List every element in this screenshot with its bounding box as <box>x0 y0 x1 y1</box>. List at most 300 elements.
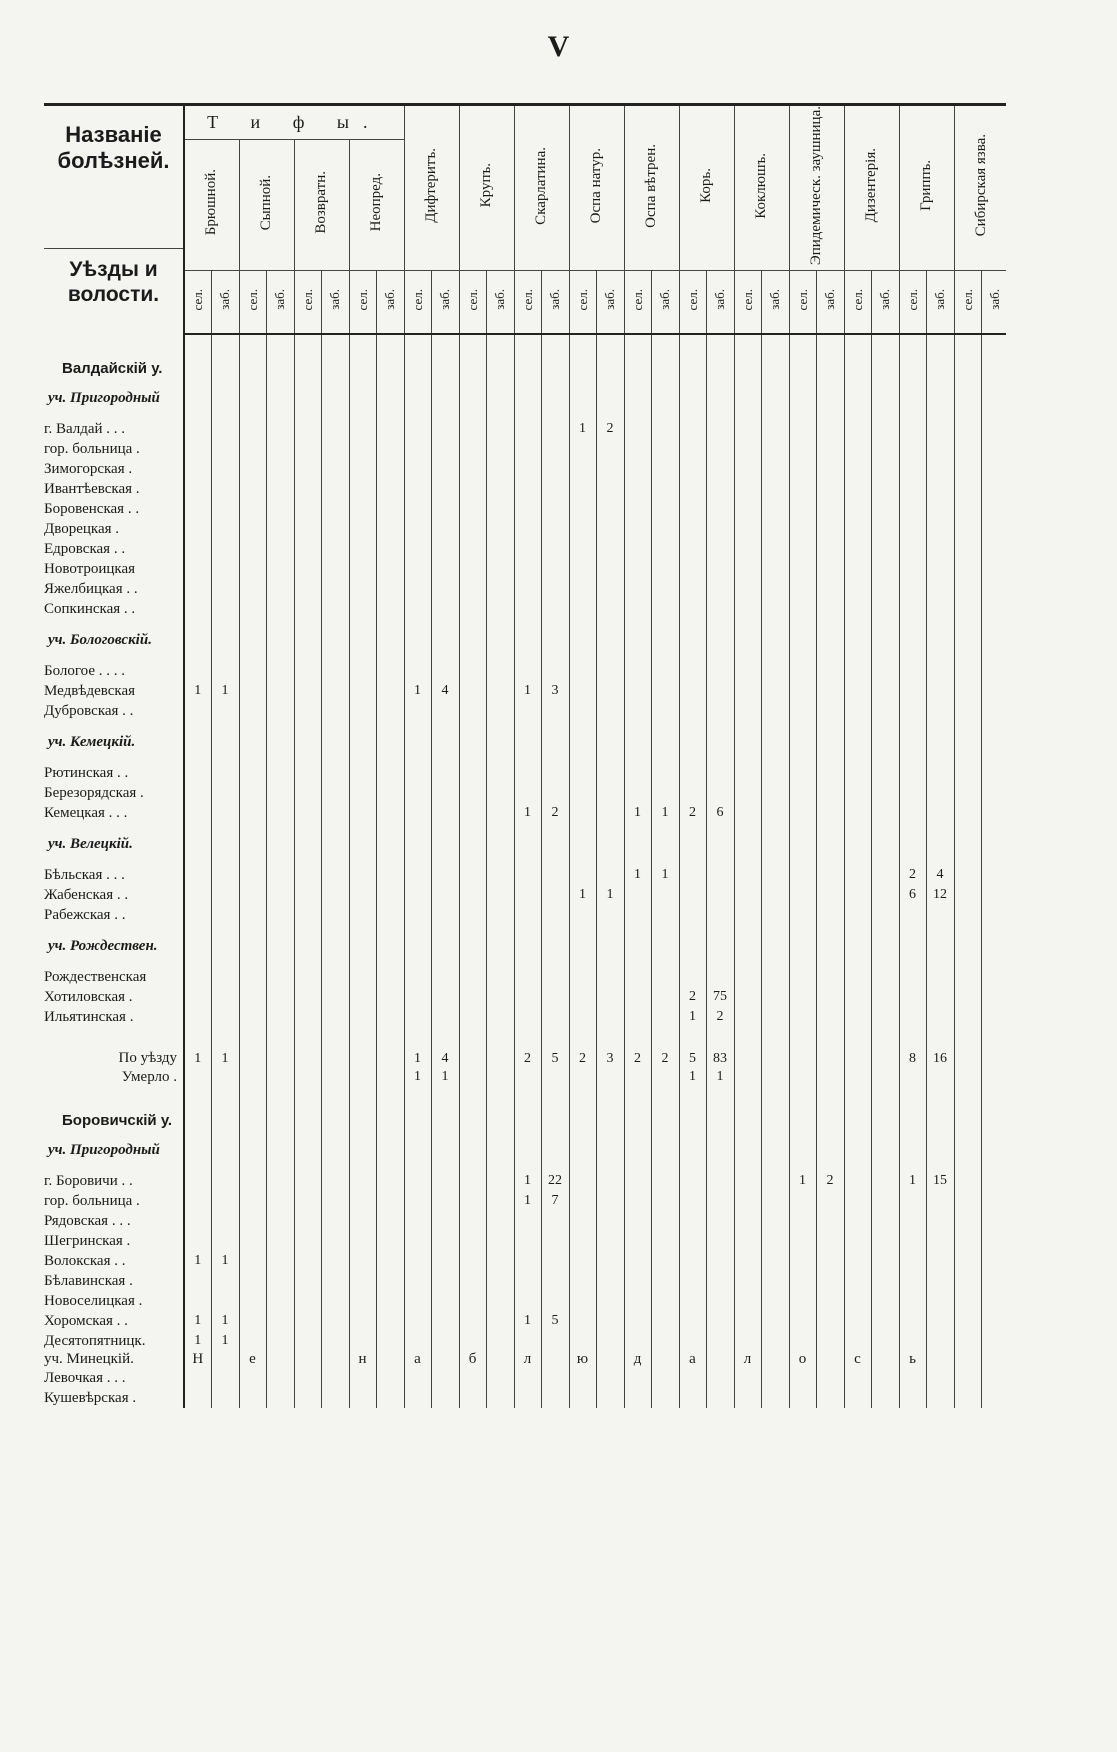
table-cell <box>486 539 514 559</box>
table-cell-value: 2 <box>651 1027 679 1067</box>
table-cell <box>926 967 954 987</box>
table-cell <box>349 987 376 1007</box>
table-cell <box>871 885 899 905</box>
table-cell <box>514 865 541 885</box>
table-cell <box>266 1368 294 1388</box>
table-cell <box>459 377 486 419</box>
table-cell <box>679 1191 706 1211</box>
table-cell <box>899 519 926 539</box>
table-row <box>44 1331 1006 1351</box>
table-cell <box>239 599 266 619</box>
table-cell <box>211 905 239 925</box>
table-cell <box>761 1231 789 1251</box>
table-cell <box>871 1271 899 1291</box>
table-cell <box>294 419 321 439</box>
table-cell <box>981 1311 1006 1331</box>
table-cell <box>596 1171 624 1191</box>
table-cell <box>239 1171 266 1191</box>
table-cell <box>651 661 679 681</box>
table-cell <box>954 619 981 661</box>
table-cell <box>266 1211 294 1231</box>
table-cell <box>376 865 404 885</box>
table-cell <box>734 479 761 499</box>
table-cell <box>486 599 514 619</box>
row-label: уч. Пригородный <box>44 1129 184 1171</box>
table-cell <box>404 1087 431 1129</box>
table-cell <box>954 1027 981 1067</box>
table-cell <box>816 1191 844 1211</box>
table-cell <box>981 1067 1006 1087</box>
table-cell <box>734 377 761 419</box>
table-cell <box>954 823 981 865</box>
table-cell <box>706 599 734 619</box>
table-cell <box>459 334 486 377</box>
table-cell <box>486 681 514 701</box>
table-cell <box>349 701 376 721</box>
table-cell <box>404 823 431 865</box>
table-cell <box>431 1087 459 1129</box>
table-cell <box>981 865 1006 885</box>
table-cell <box>239 905 266 925</box>
table-row <box>44 439 1006 459</box>
table-cell <box>404 599 431 619</box>
table-cell <box>981 1027 1006 1067</box>
table-cell <box>569 1087 596 1129</box>
table-cell <box>706 885 734 905</box>
table-cell <box>569 334 596 377</box>
row-label: Рядовская . . . <box>44 1211 184 1231</box>
table-cell <box>596 1271 624 1291</box>
table-cell <box>899 1211 926 1231</box>
table-cell-value: 8 <box>899 1027 926 1067</box>
table-cell <box>184 1087 211 1129</box>
table-cell <box>486 619 514 661</box>
table-cell <box>844 1331 871 1351</box>
table-cell <box>596 539 624 559</box>
table-cell <box>679 1368 706 1388</box>
row-label: По уѣзду <box>44 1027 184 1067</box>
table-cell <box>239 539 266 559</box>
table-cell <box>541 721 569 763</box>
table-cell <box>486 661 514 681</box>
table-cell <box>459 763 486 783</box>
table-cell <box>404 803 431 823</box>
table-cell <box>211 1067 239 1087</box>
table-cell <box>679 599 706 619</box>
table-cell <box>266 579 294 599</box>
table-cell <box>321 1251 349 1271</box>
table-cell <box>899 1067 926 1087</box>
table-cell <box>871 763 899 783</box>
table-cell <box>431 803 459 823</box>
table-row <box>44 885 1006 905</box>
table-cell <box>789 987 816 1007</box>
table-cell <box>266 499 294 519</box>
table-cell <box>321 865 349 885</box>
table-cell <box>899 925 926 967</box>
table-cell <box>624 1087 651 1129</box>
table-cell <box>514 967 541 987</box>
table-cell <box>266 1087 294 1129</box>
table-cell <box>541 865 569 885</box>
table-cell <box>486 439 514 459</box>
table-cell <box>871 599 899 619</box>
table-cell <box>789 599 816 619</box>
table-cell <box>981 334 1006 377</box>
table-cell <box>844 721 871 763</box>
table-cell <box>651 1251 679 1271</box>
table-cell <box>651 967 679 987</box>
row-label: Десятопятницк. <box>44 1331 184 1351</box>
table-cell <box>954 1007 981 1027</box>
table-cell <box>294 1351 321 1368</box>
page-number: V <box>547 30 570 63</box>
row-label: уч. Велецкiй. <box>44 823 184 865</box>
table-cell <box>211 1191 239 1211</box>
table-cell <box>431 1271 459 1291</box>
table-cell-value: 1 <box>211 1331 239 1351</box>
table-cell <box>981 1271 1006 1291</box>
table-cell <box>349 377 376 419</box>
table-cell <box>789 661 816 681</box>
table-cell <box>239 1087 266 1129</box>
typhus-group-header: Т и ф ы. <box>184 106 404 139</box>
table-cell <box>789 1251 816 1271</box>
table-cell <box>486 1027 514 1067</box>
table-cell <box>321 783 349 803</box>
table-cell <box>239 519 266 539</box>
table-cell <box>981 377 1006 419</box>
table-cell <box>349 499 376 519</box>
table-cell <box>871 519 899 539</box>
table-cell <box>376 803 404 823</box>
table-cell <box>816 1231 844 1251</box>
table-cell <box>321 1271 349 1291</box>
table-cell <box>404 701 431 721</box>
subheader-sel: сел. <box>679 271 706 335</box>
table-cell-value: 2 <box>569 1027 596 1067</box>
section-row <box>44 619 1006 661</box>
table-cell <box>596 519 624 539</box>
table-cell <box>211 865 239 885</box>
disease-statistics-table <box>44 106 1006 1408</box>
table-cell <box>596 865 624 885</box>
table-cell <box>624 1211 651 1231</box>
table-cell <box>624 459 651 479</box>
note-letter: л <box>514 1351 541 1368</box>
table-cell <box>789 885 816 905</box>
table-cell <box>871 334 899 377</box>
table-cell <box>404 519 431 539</box>
table-cell <box>294 925 321 967</box>
table-cell <box>211 1007 239 1027</box>
table-cell <box>569 701 596 721</box>
table-cell <box>816 1067 844 1087</box>
table-cell <box>541 1271 569 1291</box>
table-cell <box>871 479 899 499</box>
table-cell <box>349 865 376 885</box>
table-cell <box>431 1171 459 1191</box>
table-row <box>44 519 1006 539</box>
table-cell <box>184 885 211 905</box>
table-cell <box>844 499 871 519</box>
table-cell <box>816 377 844 419</box>
table-cell <box>651 1351 679 1368</box>
table-cell <box>816 905 844 925</box>
table-cell <box>294 377 321 419</box>
table-cell-value: 7 <box>541 1191 569 1211</box>
table-cell <box>431 987 459 1007</box>
table-cell <box>954 885 981 905</box>
table-cell <box>266 459 294 479</box>
table-cell <box>734 925 761 967</box>
table-cell <box>211 721 239 763</box>
table-cell <box>239 479 266 499</box>
table-cell <box>431 763 459 783</box>
table-cell <box>761 559 789 579</box>
table-cell <box>734 1368 761 1388</box>
subheader-sel: сел. <box>294 271 321 335</box>
table-cell <box>294 865 321 885</box>
table-cell <box>899 377 926 419</box>
table-cell <box>431 559 459 579</box>
col-header-5: Крупъ. <box>459 106 514 271</box>
col-header-13: Гриппъ. <box>899 106 954 271</box>
table-cell <box>981 419 1006 439</box>
table-cell <box>761 925 789 967</box>
row-label: Шегринская . <box>44 1231 184 1251</box>
table-cell <box>761 803 789 823</box>
table-cell-value: 3 <box>596 1027 624 1067</box>
table-cell <box>211 579 239 599</box>
table-cell <box>569 459 596 479</box>
table-cell-value: 5 <box>541 1311 569 1331</box>
table-cell <box>266 803 294 823</box>
table-cell <box>514 823 541 865</box>
table-cell <box>954 419 981 439</box>
table-cell <box>651 905 679 925</box>
table-cell <box>981 579 1006 599</box>
table-cell <box>184 905 211 925</box>
table-cell <box>651 439 679 459</box>
table-cell <box>184 661 211 681</box>
table-cell <box>376 439 404 459</box>
table-cell <box>926 419 954 439</box>
table-cell <box>596 1291 624 1311</box>
row-label: Яжелбицкая . . <box>44 579 184 599</box>
table-cell <box>294 905 321 925</box>
row-label: уч. Минецкiй. <box>44 1351 184 1368</box>
table-cell <box>404 579 431 599</box>
table-cell <box>349 967 376 987</box>
table-cell <box>349 439 376 459</box>
table-cell <box>376 1311 404 1331</box>
table-cell <box>871 905 899 925</box>
table-cell <box>899 1251 926 1271</box>
table-cell <box>844 1007 871 1027</box>
table-cell <box>761 763 789 783</box>
table-cell <box>761 419 789 439</box>
table-cell <box>349 334 376 377</box>
table-cell <box>816 479 844 499</box>
table-cell <box>871 1171 899 1191</box>
table-cell <box>321 721 349 763</box>
table-cell <box>926 1211 954 1231</box>
table-row <box>44 1211 1006 1231</box>
table-cell <box>294 783 321 803</box>
table-cell <box>954 439 981 459</box>
table-cell <box>349 721 376 763</box>
table-cell <box>761 599 789 619</box>
table-cell <box>376 459 404 479</box>
table-cell <box>816 967 844 987</box>
table-cell <box>926 803 954 823</box>
table-cell <box>459 1251 486 1271</box>
table-cell <box>761 1087 789 1129</box>
table-cell <box>184 1271 211 1291</box>
note-letter: а <box>679 1351 706 1368</box>
table-cell <box>321 967 349 987</box>
table-cell <box>816 1388 844 1408</box>
table-cell <box>926 1231 954 1251</box>
table-cell <box>816 701 844 721</box>
table-cell <box>871 559 899 579</box>
table-cell <box>789 1368 816 1388</box>
table-cell <box>596 1231 624 1251</box>
table-cell <box>844 334 871 377</box>
table-cell <box>321 619 349 661</box>
table-cell <box>596 967 624 987</box>
table-cell <box>899 987 926 1007</box>
table-cell <box>954 1129 981 1171</box>
note-letter: с <box>844 1351 871 1368</box>
table-cell <box>349 1231 376 1251</box>
table-cell <box>541 1129 569 1171</box>
table-cell <box>294 885 321 905</box>
table-cell <box>541 499 569 519</box>
table-cell <box>679 905 706 925</box>
table-cell <box>954 479 981 499</box>
table-cell <box>294 967 321 987</box>
table-cell <box>431 1351 459 1368</box>
table-cell <box>926 479 954 499</box>
table-cell <box>294 1211 321 1231</box>
table-cell <box>899 701 926 721</box>
table-cell <box>459 1231 486 1251</box>
table-cell <box>486 803 514 823</box>
table-cell <box>266 1067 294 1087</box>
table-cell <box>569 1331 596 1351</box>
table-cell <box>569 905 596 925</box>
table-cell <box>541 619 569 661</box>
table-cell <box>596 1311 624 1331</box>
table-cell <box>981 763 1006 783</box>
table-cell <box>706 579 734 599</box>
table-cell <box>404 459 431 479</box>
table-cell <box>596 661 624 681</box>
table-cell <box>321 1351 349 1368</box>
table-cell <box>211 661 239 681</box>
table-cell <box>184 499 211 519</box>
row-label: Хотиловская . <box>44 987 184 1007</box>
table-cell <box>569 823 596 865</box>
table-cell <box>624 1129 651 1171</box>
table-cell <box>761 334 789 377</box>
table-cell <box>431 499 459 519</box>
table-cell <box>596 579 624 599</box>
table-cell <box>954 661 981 681</box>
table-cell <box>596 1331 624 1351</box>
table-cell <box>349 479 376 499</box>
table-cell <box>679 783 706 803</box>
table-cell <box>184 539 211 559</box>
table-cell <box>706 419 734 439</box>
table-cell <box>734 1291 761 1311</box>
table-cell <box>954 783 981 803</box>
table-cell <box>569 1311 596 1331</box>
table-cell <box>514 439 541 459</box>
table-cell <box>734 905 761 925</box>
note-letter: ь <box>899 1351 926 1368</box>
table-cell <box>184 1388 211 1408</box>
table-cell <box>431 1368 459 1388</box>
table-cell <box>404 559 431 579</box>
table-cell-value: 1 <box>899 1171 926 1191</box>
table-cell <box>266 1351 294 1368</box>
row-label: Умерло . <box>44 1067 184 1087</box>
table-cell <box>624 1171 651 1191</box>
table-cell <box>294 1388 321 1408</box>
col-header-11: Эпидемическ. заушница. <box>789 106 844 271</box>
table-cell <box>899 559 926 579</box>
table-cell <box>954 987 981 1007</box>
table-row <box>44 599 1006 619</box>
table-cell <box>624 1067 651 1087</box>
table-cell <box>404 1171 431 1191</box>
table-cell <box>761 1191 789 1211</box>
table-cell <box>761 661 789 681</box>
table-cell <box>761 681 789 701</box>
table-cell <box>871 499 899 519</box>
table-cell-value: 1 <box>184 1311 211 1331</box>
table-cell <box>706 1291 734 1311</box>
table-cell <box>844 905 871 925</box>
table-cell <box>184 967 211 987</box>
table-cell <box>844 1271 871 1291</box>
table-cell <box>211 987 239 1007</box>
table-cell <box>761 701 789 721</box>
section-row <box>44 721 1006 763</box>
col-header-3: Неопред. <box>349 139 404 271</box>
table-cell <box>981 1368 1006 1388</box>
table-cell <box>954 865 981 885</box>
table-cell <box>679 885 706 905</box>
table-cell <box>981 599 1006 619</box>
row-label: Медвѣдевская <box>44 681 184 701</box>
col-header-10: Коклюшъ. <box>734 106 789 271</box>
table-cell <box>514 1331 541 1351</box>
table-cell <box>981 1331 1006 1351</box>
row-label: Дворецкая . <box>44 519 184 539</box>
table-cell <box>734 1211 761 1231</box>
table-cell <box>624 1291 651 1311</box>
table-cell <box>981 619 1006 661</box>
table-cell <box>569 865 596 885</box>
table-cell <box>899 1231 926 1251</box>
table-cell <box>596 905 624 925</box>
table-cell <box>514 619 541 661</box>
table-cell <box>871 1027 899 1067</box>
